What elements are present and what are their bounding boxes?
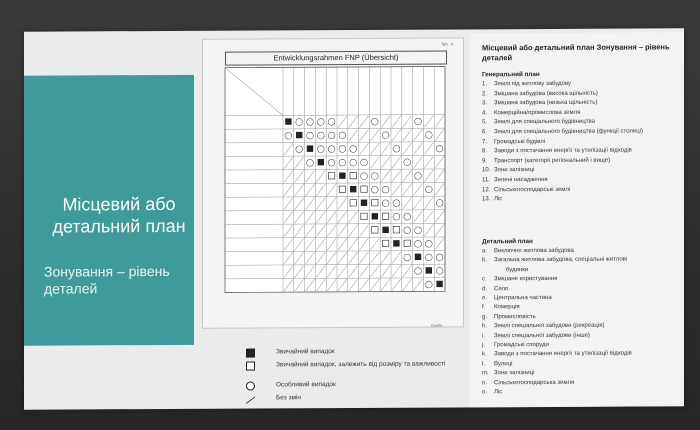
item-number: d. bbox=[482, 285, 488, 292]
item-label: Зони залізниці bbox=[494, 370, 535, 377]
circle-mark bbox=[393, 213, 400, 220]
filled-square-mark bbox=[393, 240, 399, 246]
circle-mark bbox=[436, 268, 443, 275]
circle-icon bbox=[246, 382, 255, 391]
detail-plan-item bbox=[482, 369, 682, 377]
item-number: 6. bbox=[482, 129, 488, 136]
item-number: e. bbox=[482, 295, 488, 302]
zoning-matrix bbox=[203, 38, 465, 329]
item-label: Транспорт (категорії регіональний і вище) bbox=[494, 157, 611, 165]
detail-plan-item bbox=[482, 294, 682, 302]
circle-mark bbox=[382, 200, 389, 207]
circle-mark bbox=[404, 213, 411, 220]
general-plan-item bbox=[482, 119, 682, 127]
filled-square-mark bbox=[372, 213, 378, 219]
circle-mark bbox=[404, 159, 411, 166]
circle-mark bbox=[328, 132, 335, 139]
filled-square-mark bbox=[382, 227, 388, 233]
item-number: 1. bbox=[482, 81, 488, 88]
item-label: Зелені насадження bbox=[494, 176, 548, 184]
open-square-mark bbox=[361, 213, 367, 219]
legend-label: Без змін bbox=[276, 394, 302, 402]
detail-plan-item bbox=[482, 388, 682, 396]
item-label: Ліс bbox=[494, 196, 503, 203]
general-plan-item bbox=[482, 90, 682, 98]
item-number: j. bbox=[482, 342, 485, 349]
item-number: 8. bbox=[482, 148, 488, 155]
filled-square-icon bbox=[246, 349, 255, 358]
legend-label: Особливий випадок bbox=[276, 381, 336, 389]
item-number: i. bbox=[482, 332, 485, 339]
detail-plan-item bbox=[482, 341, 682, 349]
item-number: 3. bbox=[482, 100, 488, 107]
open-square-mark bbox=[350, 172, 356, 178]
filled-square-mark bbox=[436, 281, 442, 287]
circle-mark bbox=[339, 132, 346, 139]
item-label: Громадські споруди bbox=[494, 341, 549, 349]
detail-plan-item bbox=[482, 360, 682, 368]
slide-subtitle: Зонування – рівень деталей bbox=[44, 262, 170, 297]
matrix-footnote: Quelle bbox=[431, 323, 443, 328]
filled-square-mark bbox=[426, 267, 432, 273]
circle-mark bbox=[350, 159, 357, 166]
circle-mark bbox=[328, 159, 335, 166]
general-plan-item bbox=[482, 186, 682, 194]
open-square-icon bbox=[246, 362, 255, 371]
item-label: Землі спеціальної забудови (інше) bbox=[494, 332, 590, 339]
general-plan-item bbox=[482, 176, 682, 184]
detail-plan-item bbox=[482, 266, 682, 274]
legend-label: Звичайний випадок, залежить від розміру та важливості bbox=[276, 360, 446, 369]
item-number: b. bbox=[482, 257, 488, 264]
item-number: 10. bbox=[482, 167, 491, 174]
filled-square-mark bbox=[361, 200, 367, 206]
item-label: Вулиці bbox=[494, 360, 513, 368]
item-number: o. bbox=[482, 389, 488, 396]
circle-mark bbox=[317, 146, 324, 153]
general-plan-item bbox=[482, 128, 682, 136]
item-label: Зони залізниці bbox=[494, 167, 535, 174]
circle-mark bbox=[371, 173, 378, 180]
circle-mark bbox=[393, 200, 400, 207]
item-number: g. bbox=[482, 314, 488, 321]
slash-icon bbox=[246, 395, 255, 404]
open-square-mark bbox=[404, 240, 410, 246]
matrix-document bbox=[202, 37, 464, 328]
item-number: 7. bbox=[482, 138, 488, 145]
item-label: Сільськогосподарська земля bbox=[494, 379, 575, 386]
detail-plan-item bbox=[482, 351, 682, 359]
item-label: Змішане користування bbox=[494, 276, 558, 283]
item-label: Заводи з постачання енергії та утилізації відходів bbox=[494, 147, 632, 155]
item-label: Виключно житлова забудова bbox=[494, 247, 574, 255]
item-number: f. bbox=[482, 304, 486, 311]
filled-square-mark bbox=[296, 132, 302, 138]
item-label: Комерційна/промислова земля bbox=[494, 109, 581, 117]
circle-mark bbox=[415, 240, 422, 247]
item-number: 13. bbox=[482, 196, 491, 203]
matrix-frame bbox=[225, 67, 445, 293]
item-label: Сільськогосподарські землі bbox=[494, 186, 571, 193]
item-label: Змішана забудова (висока щільність) bbox=[494, 90, 598, 97]
circle-mark bbox=[328, 118, 335, 125]
filled-square-mark bbox=[285, 118, 291, 124]
item-number: 2. bbox=[482, 90, 488, 97]
circle-mark bbox=[425, 132, 432, 139]
general-plan-item bbox=[482, 99, 682, 107]
item-number: 5. bbox=[482, 119, 488, 126]
circle-mark bbox=[382, 132, 389, 139]
circle-mark bbox=[436, 145, 443, 152]
circle-mark bbox=[317, 119, 324, 126]
item-number: l. bbox=[482, 361, 485, 368]
item-number: m. bbox=[482, 370, 489, 377]
circle-mark bbox=[415, 227, 422, 234]
title-panel bbox=[24, 75, 194, 346]
open-square-mark bbox=[382, 213, 388, 219]
circle-mark bbox=[328, 146, 335, 153]
detail-plan-item bbox=[482, 257, 682, 265]
detail-plan-item bbox=[482, 275, 682, 283]
legend-label: Звичайний випадок bbox=[276, 348, 335, 356]
general-plan-item bbox=[482, 109, 682, 117]
item-label: Землі спеціальної забудови (рекреація) bbox=[494, 322, 605, 330]
general-plan-item bbox=[482, 138, 682, 146]
item-label: Загальна житлова забудова, спеціальні житлові bbox=[494, 256, 628, 264]
filled-square-mark bbox=[415, 254, 421, 260]
circle-mark bbox=[425, 186, 432, 193]
item-label: будинки bbox=[506, 266, 529, 274]
detail-plan-title: Детальний план bbox=[482, 238, 533, 246]
circle-mark bbox=[425, 254, 432, 261]
item-number: a. bbox=[482, 248, 488, 255]
item-label: Ліс bbox=[494, 389, 503, 396]
item-label: Комерція bbox=[494, 304, 520, 311]
general-plan-title: Генеральний план bbox=[482, 71, 540, 79]
circle-mark bbox=[425, 240, 432, 247]
general-plan-item bbox=[482, 167, 682, 175]
circle-mark bbox=[404, 227, 411, 234]
general-plan-item bbox=[482, 80, 682, 88]
circle-mark bbox=[382, 186, 389, 193]
matrix-legend bbox=[246, 347, 496, 408]
circle-mark bbox=[415, 172, 422, 179]
item-number: h. bbox=[482, 323, 488, 330]
circle-mark bbox=[339, 146, 346, 153]
open-square-mark bbox=[350, 200, 356, 206]
general-plan-item bbox=[482, 147, 682, 155]
circle-mark bbox=[285, 132, 292, 139]
filled-square-mark bbox=[307, 145, 313, 151]
circle-mark bbox=[425, 281, 432, 288]
item-label: Громадські будівлі bbox=[494, 138, 546, 145]
document-corner-label: Tab. 4 bbox=[441, 41, 453, 47]
circle-mark bbox=[307, 132, 314, 139]
circle-mark bbox=[339, 159, 346, 166]
open-square-mark bbox=[372, 227, 378, 233]
circle-mark bbox=[371, 118, 378, 125]
general-plan-item bbox=[482, 157, 682, 165]
detail-plan-item bbox=[482, 322, 682, 330]
item-number: 11. bbox=[482, 177, 490, 184]
circle-mark bbox=[371, 186, 378, 193]
item-label: Центральна частина bbox=[494, 294, 552, 302]
circle-mark bbox=[307, 159, 314, 166]
open-square-mark bbox=[328, 173, 334, 179]
circle-mark bbox=[436, 254, 443, 261]
circle-mark bbox=[415, 268, 422, 275]
circle-mark bbox=[317, 132, 324, 139]
item-number: c. bbox=[482, 276, 487, 283]
panel-heading: Місцевий або детальний план Зонування – рівень деталей bbox=[482, 42, 670, 63]
detail-plan-item bbox=[482, 285, 682, 293]
item-label: Змішана забудова (низька щільність) bbox=[494, 99, 598, 107]
filled-square-mark bbox=[318, 159, 324, 165]
detail-plan-item bbox=[482, 332, 682, 340]
circle-mark bbox=[361, 173, 368, 180]
document-title: Entwicklungsrahmen FNP (Übersicht) bbox=[225, 51, 447, 66]
item-number: k. bbox=[482, 351, 487, 358]
item-number: 9. bbox=[482, 158, 488, 165]
item-label: Землі для спеціального будівництва bbox=[494, 119, 595, 126]
circle-mark bbox=[404, 254, 411, 261]
circle-mark bbox=[361, 159, 368, 166]
general-plan-item bbox=[482, 195, 682, 203]
filled-square-mark bbox=[350, 186, 356, 192]
item-label: Заводи з постачання енергії та утилізації відходів bbox=[494, 350, 632, 358]
detail-plan-item bbox=[482, 379, 682, 387]
open-square-mark bbox=[339, 186, 345, 192]
presentation-slide bbox=[24, 28, 684, 409]
detail-plan-item bbox=[482, 247, 682, 255]
detail-plan-item bbox=[482, 313, 682, 321]
open-square-mark bbox=[382, 240, 388, 246]
open-square-mark bbox=[372, 199, 378, 205]
open-square-mark bbox=[393, 227, 399, 233]
circle-mark bbox=[307, 119, 314, 126]
circle-mark bbox=[296, 119, 303, 126]
detail-plan-item bbox=[482, 304, 682, 312]
circle-mark bbox=[350, 146, 357, 153]
slide-title: Місцевий або детальний план bbox=[52, 193, 186, 237]
legend-text-panel bbox=[470, 32, 684, 407]
circle-mark bbox=[415, 118, 422, 125]
open-square-mark bbox=[361, 186, 367, 192]
item-number: n. bbox=[482, 379, 488, 386]
item-label: Промисловість bbox=[494, 313, 536, 321]
item-label: Землі під житлову забудову bbox=[494, 80, 572, 88]
item-label: Землі для спеціального будівництва (функції столиці) bbox=[494, 128, 644, 136]
circle-mark bbox=[296, 146, 303, 153]
circle-mark bbox=[436, 200, 443, 207]
item-number: 4. bbox=[482, 110, 488, 117]
circle-mark bbox=[393, 145, 400, 152]
filled-square-mark bbox=[339, 172, 345, 178]
item-number: 12. bbox=[482, 186, 491, 193]
item-label: Село bbox=[494, 285, 509, 292]
